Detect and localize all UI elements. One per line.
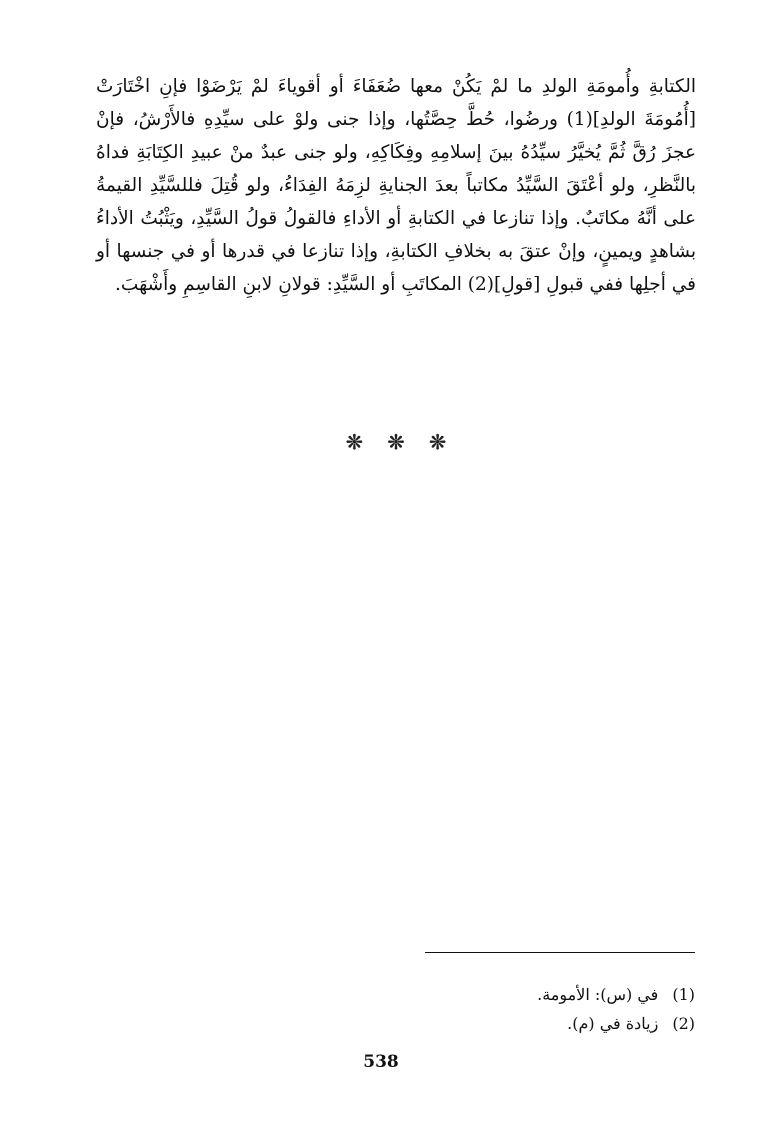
section-divider [346,430,446,454]
main-text [96,70,696,301]
footnote-text: في (س): الأمومة. [537,985,659,1004]
body-paragraph: الكتابةِ وأُمومَةِ الولدِ ما لمْ يَكُنْ معها ضُعَفَاءَ أو أقوياءَ لمْ يَرْضَوْا فإنِ اخْتَارَتْ [أُمُومَةَ الولدِ](1) ورضُوا، حُطَّ حِصَّتُها، وإذا جنى ولوْ على سيِّدِهِ فالأَرْشُ، فإنْ عجزَ رُقَّ ثُمَّ يُخيَّرُ سيِّدُهُ بينَ إسلامِهِ وفِكَاكِهِ، ولو جنى عبدٌ منْ عبيدِ الكِتَابَةِ فداهُ بالنَّظرِ، ولو أعْتَقَ السَّيِّدُ مكاتباً بعدَ الجنايةِ لزِمَهُ الفِدَاءُ، ولو قُتِلَ فللسَّيِّدِ القيمةُ على أنَّهُ مكاتَبٌ. وإذا تنازعا في الكتابةِ أو الأداءِ فالقولُ قولُ السَّيِّدِ، ويَثْبُتُ الأداءُ بشاهدٍ ويمينٍ، وإنْ عتقَ به بخلافِ الكتابةِ، وإذا تنازعا في قدرها أو في جنسها أو في أجلِها ففي قبولِ [قولِ](2) المكاتَبِ أو السَّيِّدِ: قولانِ لابنِ القاسِمِ وأَشْهَبَ. [96,76,696,295]
footnotes [300,980,695,1038]
footnote-separator [425,952,695,953]
star-ornament-icon: ❊ [387,430,405,454]
footnote-item [300,980,695,1009]
star-ornament-icon: ❊ [346,430,363,454]
footnote-item [300,1009,695,1038]
page-number: 538 [363,1052,399,1072]
star-ornament-icon: ❊ [429,430,446,454]
footnote-number: (1) [672,985,695,1004]
footnote-text: زيادة في (م). [567,1014,659,1033]
footnote-number: (2) [672,1014,695,1033]
